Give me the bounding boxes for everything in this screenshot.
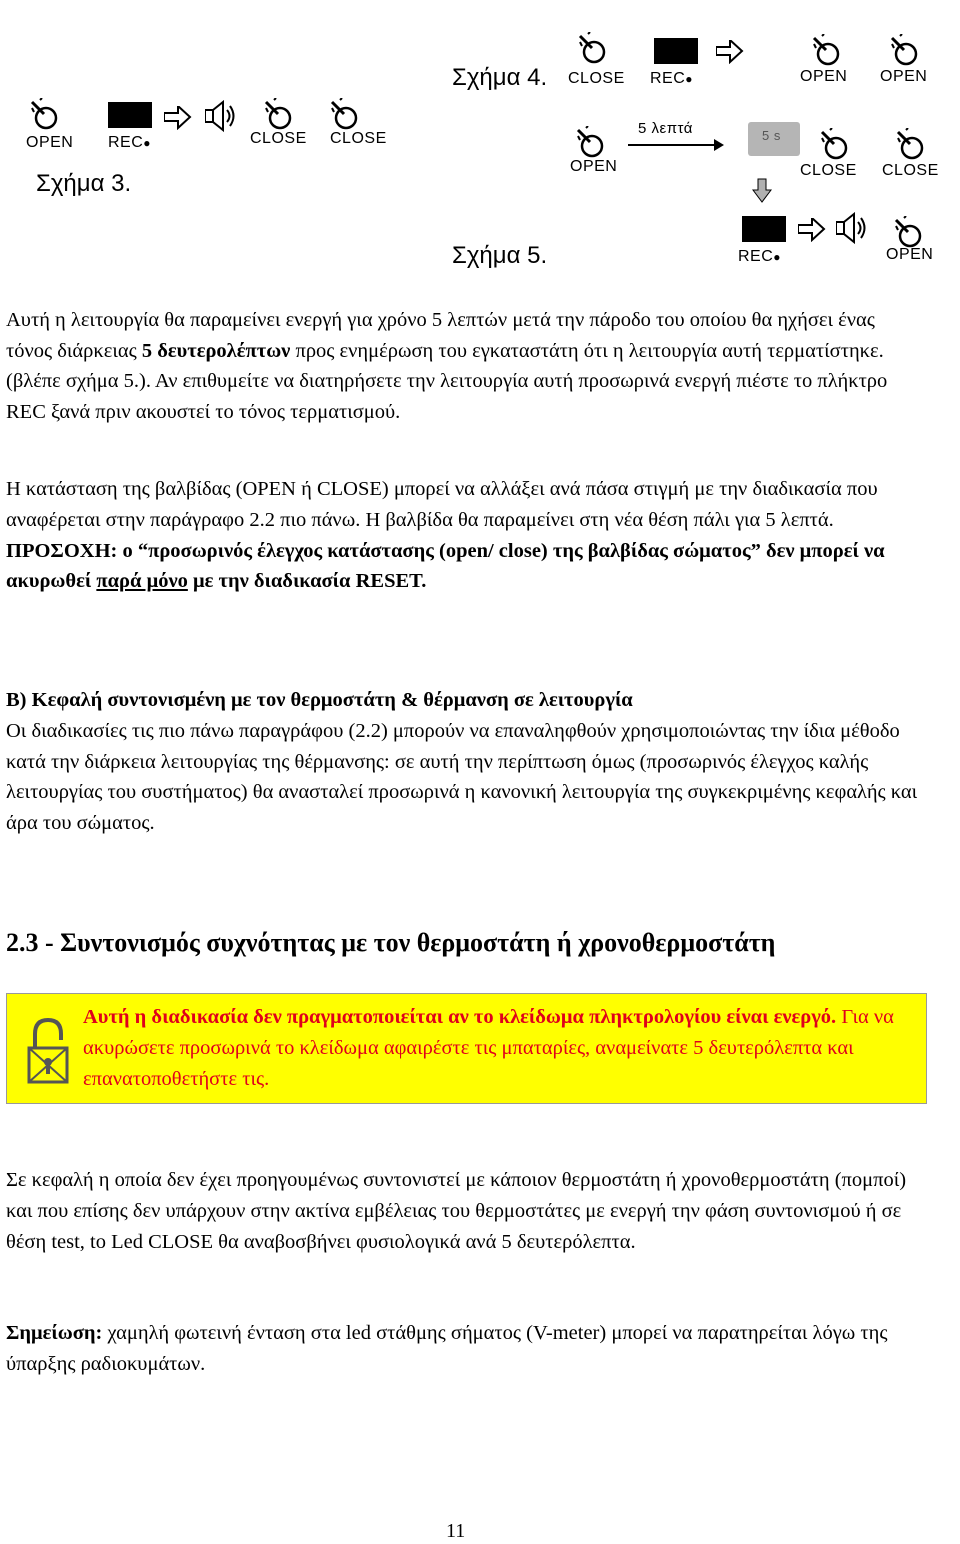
warning-box — [6, 993, 927, 1104]
arrow-right-icon — [798, 218, 826, 242]
bold-text: 5 δευτερολέπτων — [141, 339, 291, 362]
label-rec: REC● — [108, 134, 152, 151]
section-b-body: Οι διαδικασίες τις πιο πάνω παραγράφου (2.2) μπορούν να επαναληφθούν χρησιμοποιώντας την ίδια μέθοδο κατά την διάρκεια λειτουργίας της θέρμανσης: σε αυτή την περίπτωση όμως (προσωρινός έλεγχος καλής λειτουργίας του συστήματος) θα ανασταλεί προσωρινά η κανονική λειτουργία της συγκεκριμένης κεφαλής και άρα του σώματος. — [6, 719, 918, 835]
hand-press-icon — [890, 34, 930, 68]
warning-normal: Για να ακυρώσετε προσωρινά το κλείδωμα αφαιρέστε τις μπαταρίες, αναμείνατε 5 δευτερόλεπτα και επανατοποθετήστε τις. — [83, 1006, 894, 1090]
arrow-right-icon — [164, 106, 192, 130]
arrow-label: 5 λεπτά — [638, 120, 693, 137]
underlined-text: παρά μόνο — [96, 570, 188, 593]
hand-press-icon — [330, 98, 370, 132]
long-arrow-right-icon — [626, 136, 726, 154]
label-open: OPEN — [800, 68, 848, 85]
warning-text: ΠΡΟΣΟΧΗ: ο “προσωρινός έλεγχος κατάστασης (open/ close) της βαλβίδας σώματος” δεν μπορεί να ακυρωθεί — [6, 539, 885, 593]
text: Σε κεφαλή η οποία δεν έχει προηγουμένως συντονιστεί με κάποιον θερμοστάτη ή χρονοθερμοστάτη (πομποί) και που επίσης δεν υπάρχουν στην ακτίνα εμβέλειας του θερμοστάτες με ενεργή την φάση συντονισμού ή σε θέση test, to Led CLOSE θα αναβοσβήνει φυσιολογικά ανά 5 δευτερόλεπτα. — [6, 1169, 907, 1253]
section-b — [6, 685, 926, 839]
note-label: Σημείωση: — [6, 1322, 103, 1344]
label-open: OPEN — [570, 158, 618, 175]
arrow-right-icon — [716, 40, 744, 64]
lock-icon — [25, 1014, 71, 1086]
label-close: CLOSE — [250, 130, 307, 147]
label-close: CLOSE — [800, 162, 857, 179]
label-close: CLOSE — [882, 162, 939, 179]
figure-title: Σχήμα 4. — [452, 64, 548, 91]
figure-title: Σχήμα 3. — [36, 170, 132, 197]
label-rec: REC● — [738, 248, 782, 265]
timer-icon — [748, 122, 800, 156]
label-open: OPEN — [26, 134, 74, 151]
label-close: CLOSE — [568, 70, 625, 87]
label-open: OPEN — [880, 68, 928, 85]
section-b-heading: B) Κεφαλή συντονισμένη με τον θερμοστάτη & θέρμανση σε λειτουργία — [6, 689, 633, 711]
hand-press-icon — [812, 34, 852, 68]
text: προς ενημέρωση του εγκαταστάτη ότι η λειτουργία αυτή τερματίστηκε. (βλέπε σχήμα 5.). Αν επιθυμείτε να διατηρήσετε την λειτουργία αυτή προσωρινά ενεργή πιέστε το πλήκτρο REC ξανά πριν ακουστεί το τόνος τερματισμού. — [6, 339, 888, 423]
warning-bold: Αυτή η διαδικασία δεν πραγματοποιείται αν το κλείδωμα πληκτρολογίου είναι ενεργό. — [83, 1006, 837, 1028]
note — [6, 1318, 926, 1380]
speaker-icon — [205, 100, 241, 134]
text: Αυτή η λειτουργία θα παραμείνει ενεργή για χρόνο 5 λεπτών μετά την πάροδο του οποίου θα ηχήσει ένας τόνος διάρκειας — [6, 309, 875, 362]
hand-press-icon — [578, 32, 618, 66]
hand-press-icon — [576, 126, 616, 160]
speaker-icon — [836, 212, 872, 246]
warning-text — [83, 1002, 918, 1095]
paragraph-1 — [6, 305, 926, 427]
hand-press-icon — [820, 128, 860, 162]
text: Η κατάσταση της βαλβίδας (OPEN ή CLOSE) μπορεί να αλλάξει ανά πάσα στιγμή με την διαδικασία που αναφέρεται στην παράγραφο 2.2 πιο πάνω. Η βαλβίδα θα παραμείνει στη νέα θέση πάλι για 5 λεπτά. — [6, 478, 878, 531]
rec-display-icon — [654, 38, 698, 64]
timer-label: 5 s — [762, 128, 781, 143]
rec-display-icon — [742, 216, 786, 242]
paragraph-2 — [6, 474, 926, 597]
hand-press-icon — [896, 128, 936, 162]
warning-text: με την διαδικασία RESET. — [187, 570, 427, 593]
figure-title: Σχήμα 5. — [452, 242, 548, 269]
section-heading: 2.3 - Συντονισμός συχνότητας με τον θερμοστάτη ή χρονοθερμοστάτη — [6, 928, 776, 957]
page-number: 11 — [446, 1520, 466, 1542]
note-text: χαμηλή φωτεινή ένταση στα led στάθμης σήματος (V-meter) μπορεί να παρατηρείται λόγω της ύπαρξης ραδιοκυμάτων. — [6, 1322, 888, 1375]
label-rec: REC● — [650, 70, 694, 87]
hand-press-icon — [30, 98, 70, 132]
label-open: OPEN — [886, 246, 934, 263]
hand-press-icon — [894, 216, 934, 250]
arrow-down-icon — [752, 178, 772, 204]
paragraph-3 — [6, 1165, 926, 1257]
hand-press-icon — [264, 98, 304, 132]
rec-display-icon — [108, 102, 152, 128]
label-close: CLOSE — [330, 130, 387, 147]
